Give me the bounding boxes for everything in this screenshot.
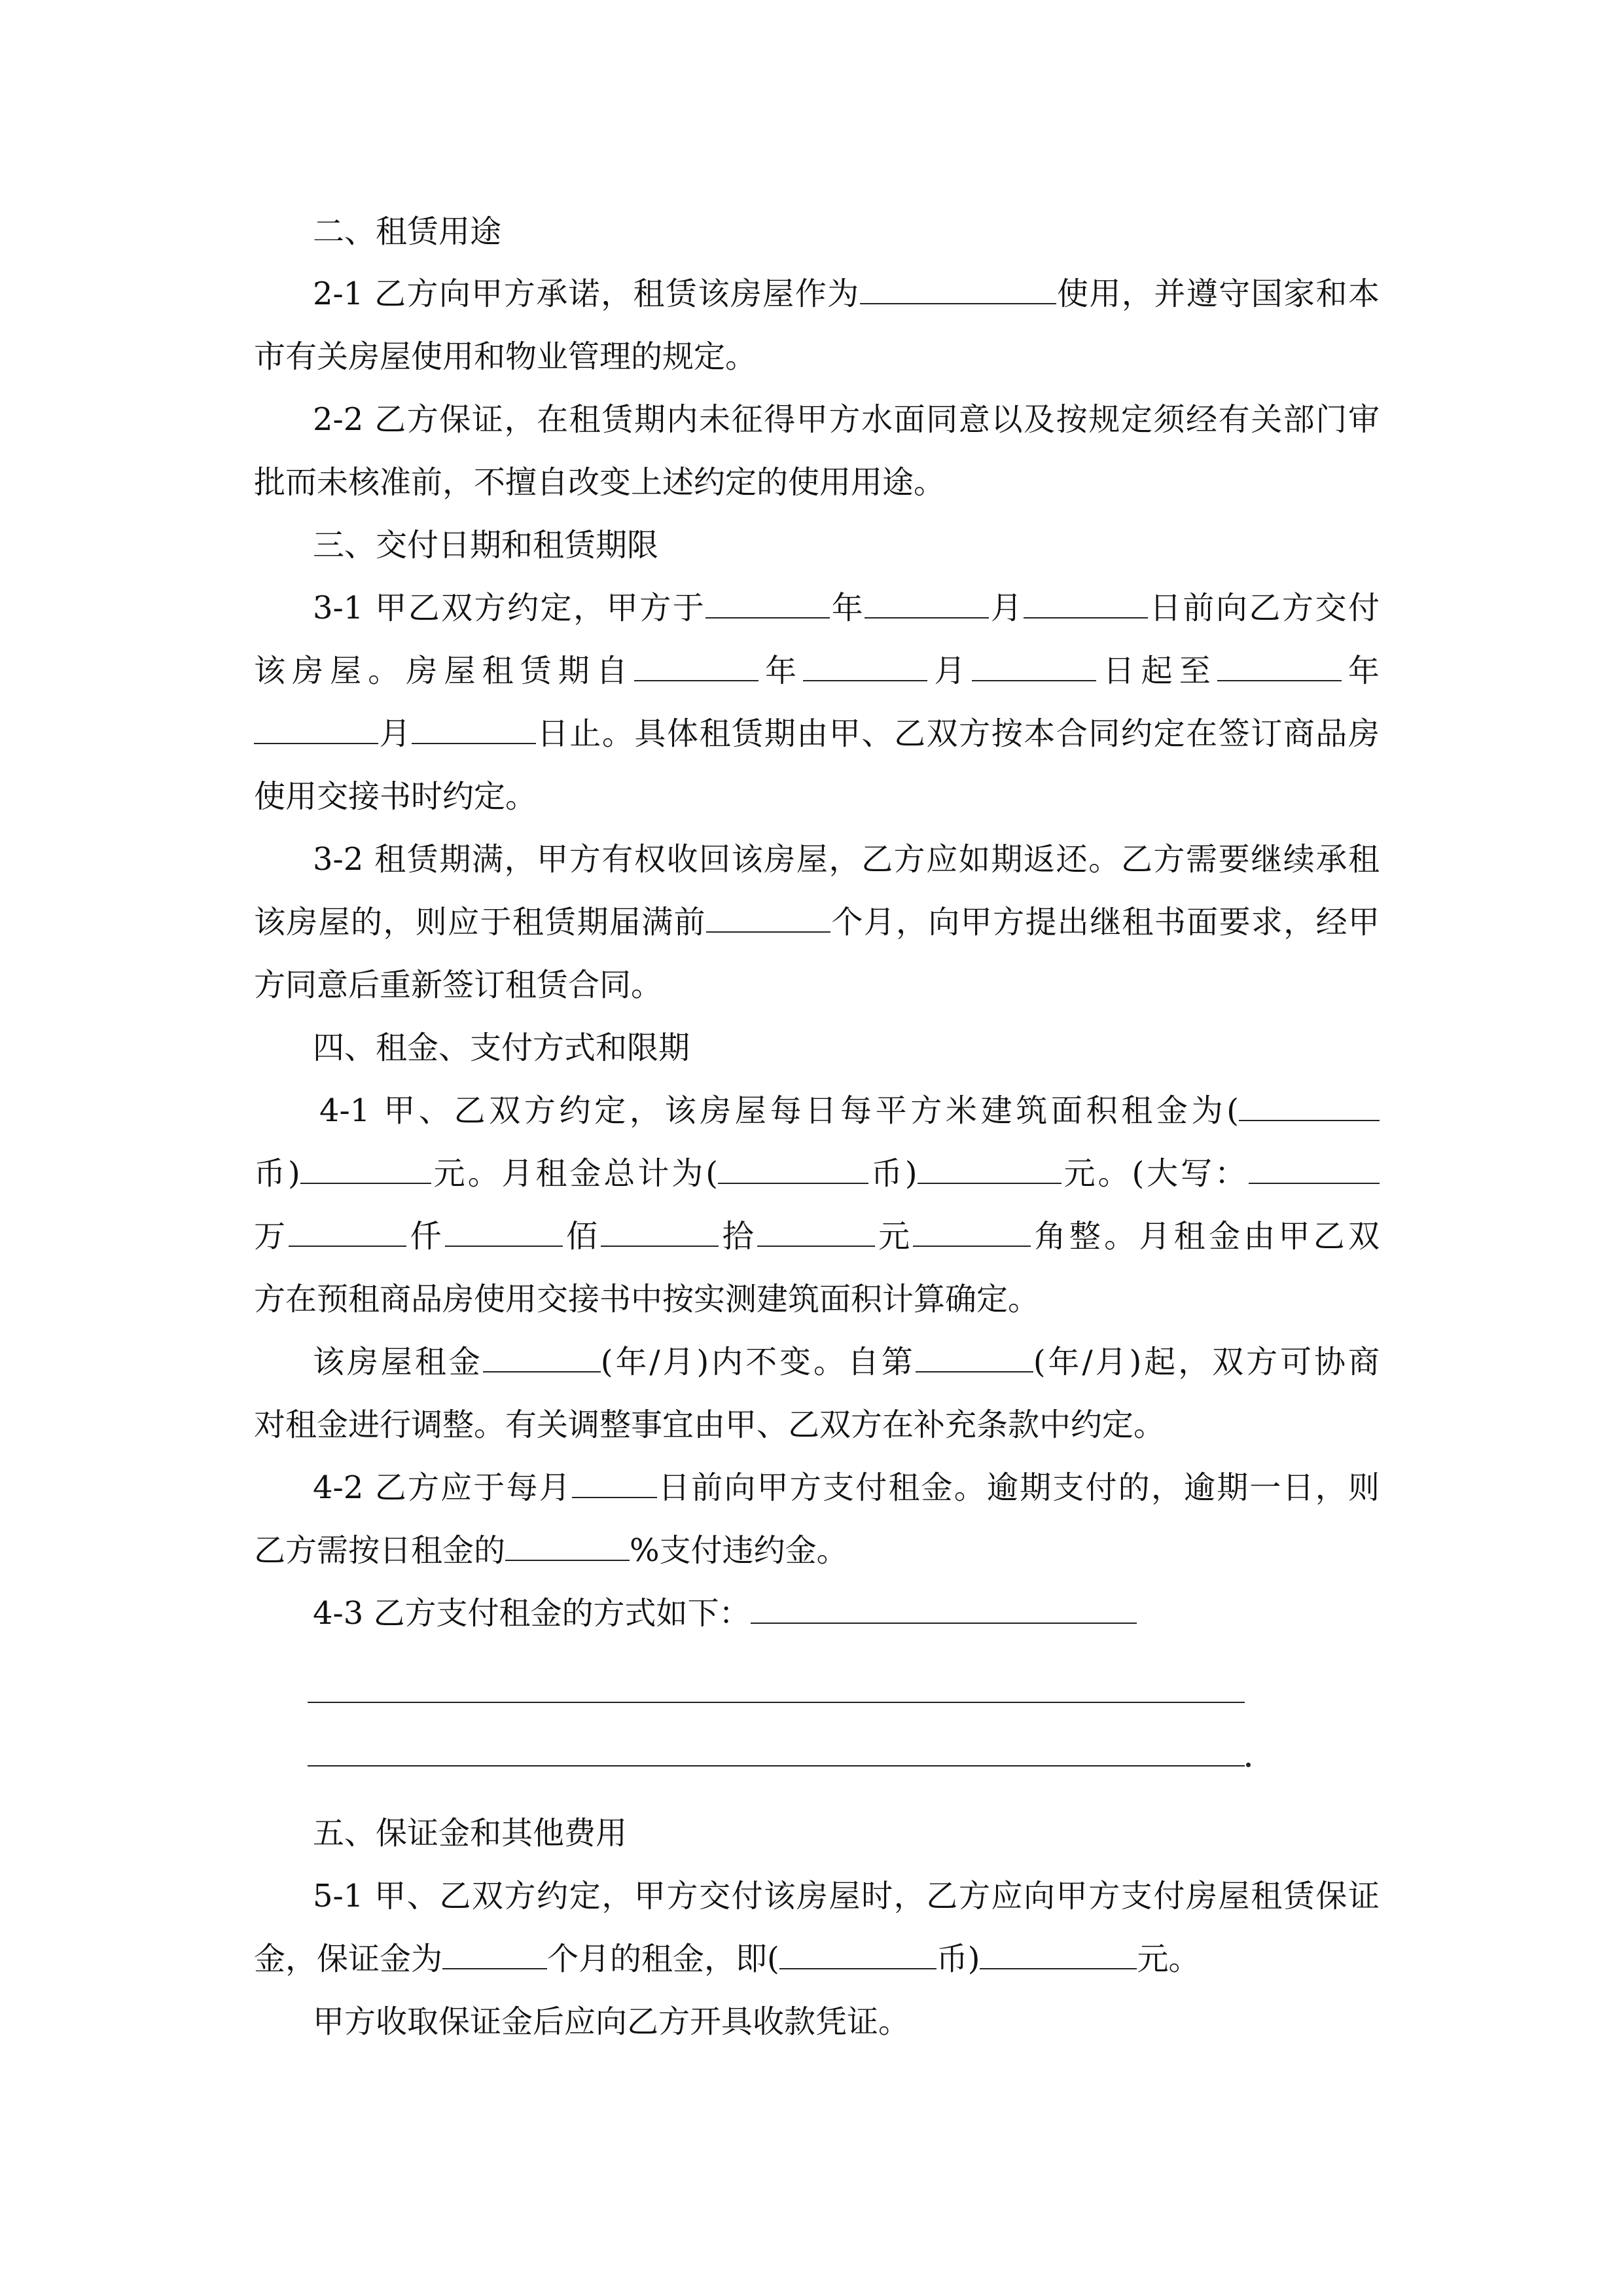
clause-3-1-line-2: 该房屋。房屋租赁期自 年 月 日起至 年 xyxy=(254,639,1380,703)
blank-rent-fixed-period[interactable] xyxy=(483,1340,601,1372)
clause-3-2-line-3: 方同意后重新签订租赁合同。 xyxy=(254,967,663,1003)
blank-renewal-months[interactable] xyxy=(706,900,830,933)
blank-start-month[interactable] xyxy=(803,649,927,681)
blank-delivery-day[interactable] xyxy=(1024,586,1148,619)
blank-deposit-currency[interactable] xyxy=(779,1937,936,1969)
blank-delivery-month[interactable] xyxy=(865,586,989,619)
blank-monthly-rent-words[interactable] xyxy=(1249,1151,1380,1184)
period-mark xyxy=(1246,1763,1251,1767)
clause-2-2-line-1: 2-2 乙方保证，在租赁期内未征得甲方水面同意以及按规定须经有关部门审 xyxy=(313,401,1380,438)
blank-start-day[interactable] xyxy=(972,649,1096,681)
blank-monthly-rent-amount[interactable] xyxy=(918,1151,1061,1184)
clause-2-2-line-2: 批而未核准前，不擅自改变上述约定的使用用途。 xyxy=(254,464,946,501)
clause-4-2-line-2: 乙方需按日租金的 %支付违约金。 xyxy=(254,1518,1380,1583)
clause-3-1-line-4: 使用交接书时约定。 xyxy=(254,778,537,815)
clause-4-1-line-1: 4-1 甲、乙双方约定，该房屋每日每平方米建筑面积租金为( xyxy=(319,1079,1380,1143)
blank-payment-day[interactable] xyxy=(572,1465,657,1498)
clause-2-1-line-1: 2-1 乙方向甲方承诺，租赁该房屋作为 使用，并遵守国家和本 xyxy=(313,262,1380,326)
blank-yuan[interactable] xyxy=(757,1214,875,1247)
blank-usage[interactable] xyxy=(860,272,1056,304)
clause-3-1-line-3: 月 日止。具体租赁期由甲、乙双方按本合同约定在签订商品房 xyxy=(254,702,1380,766)
blank-monthly-rent-currency[interactable] xyxy=(718,1151,868,1184)
section-heading-purpose: 二、租赁用途 xyxy=(313,213,502,250)
blank-jiao[interactable] xyxy=(913,1214,1031,1247)
blank-penalty-percent[interactable] xyxy=(505,1528,630,1561)
blank-payment-method[interactable] xyxy=(751,1591,1137,1624)
blank-delivery-year[interactable] xyxy=(705,586,830,619)
section-heading-deposit: 五、保证金和其他费用 xyxy=(313,1815,628,1852)
blank-shi[interactable] xyxy=(601,1214,719,1247)
section-heading-delivery-term: 三、交付日期和租赁期限 xyxy=(313,527,659,564)
clause-5-1-line-2: 金，保证金为 个月的租金，即( 币) 元。 xyxy=(254,1927,1380,1991)
section-heading-rent: 四、租金、支付方式和限期 xyxy=(313,1030,690,1066)
blank-rent-adjust-from[interactable] xyxy=(916,1340,1033,1372)
blank-deposit-amount[interactable] xyxy=(980,1937,1137,1969)
blank-start-year[interactable] xyxy=(634,649,758,681)
clause-3-1-line-1: 3-1 甲乙双方约定，甲方于 年 月 日前向乙方交付 xyxy=(313,576,1380,640)
blank-payment-method-line-3[interactable] xyxy=(308,1765,1245,1767)
clause-4-1-line-4: 方在预租商品房使用交接书中按实测建筑面积计算确定。 xyxy=(254,1281,1040,1318)
clause-5-receipt: 甲方收取保证金后应向乙方开具收款凭证。 xyxy=(313,2003,910,2040)
blank-qian[interactable] xyxy=(289,1214,406,1247)
clause-4-1-line-2: 币) 元。月租金总计为( 币) 元。(大写： xyxy=(254,1141,1380,1206)
clause-3-2-line-2: 该房屋的，则应于租赁期届满前 个月，向甲方提出继租书面要求，经甲 xyxy=(254,890,1380,954)
blank-daily-rent-amount[interactable] xyxy=(300,1151,431,1184)
blank-bai[interactable] xyxy=(445,1214,563,1247)
clause-2-1-line-2: 市有关房屋使用和物业管理的规定。 xyxy=(254,338,757,375)
rent-adjust-line-1: 该房屋租金 (年/月)内不变。自第 (年/月)起，双方可协商 xyxy=(313,1330,1380,1394)
clause-4-2-line-1: 4-2 乙方应于每月 日前向甲方支付租金。逾期支付的，逾期一日，则 xyxy=(313,1456,1380,1520)
clause-4-1-line-3: 万 仟 佰 拾 元 角整。月租金由甲乙双 xyxy=(254,1204,1380,1268)
clause-3-2-line-1: 3-2 租赁期满，甲方有权收回该房屋，乙方应如期返还。乙方需要继续承租 xyxy=(313,841,1380,878)
blank-end-month-lead[interactable] xyxy=(254,711,378,744)
rent-adjust-line-2: 对租金进行调整。有关调整事宜由甲、乙双方在补充条款中约定。 xyxy=(254,1407,1166,1443)
blank-payment-method-line-2[interactable] xyxy=(308,1702,1245,1703)
blank-deposit-months[interactable] xyxy=(442,1937,547,1969)
clause-5-1-line-1: 5-1 甲、乙双方约定，甲方交付该房屋时，乙方应向甲方支付房屋租赁保证 xyxy=(313,1878,1380,1914)
clause-4-3-line-1: 4-3 乙方支付租金的方式如下： xyxy=(313,1581,1438,1645)
blank-daily-rent-currency[interactable] xyxy=(1239,1088,1380,1121)
blank-end-day[interactable] xyxy=(412,711,536,744)
blank-end-year[interactable] xyxy=(1217,649,1342,681)
